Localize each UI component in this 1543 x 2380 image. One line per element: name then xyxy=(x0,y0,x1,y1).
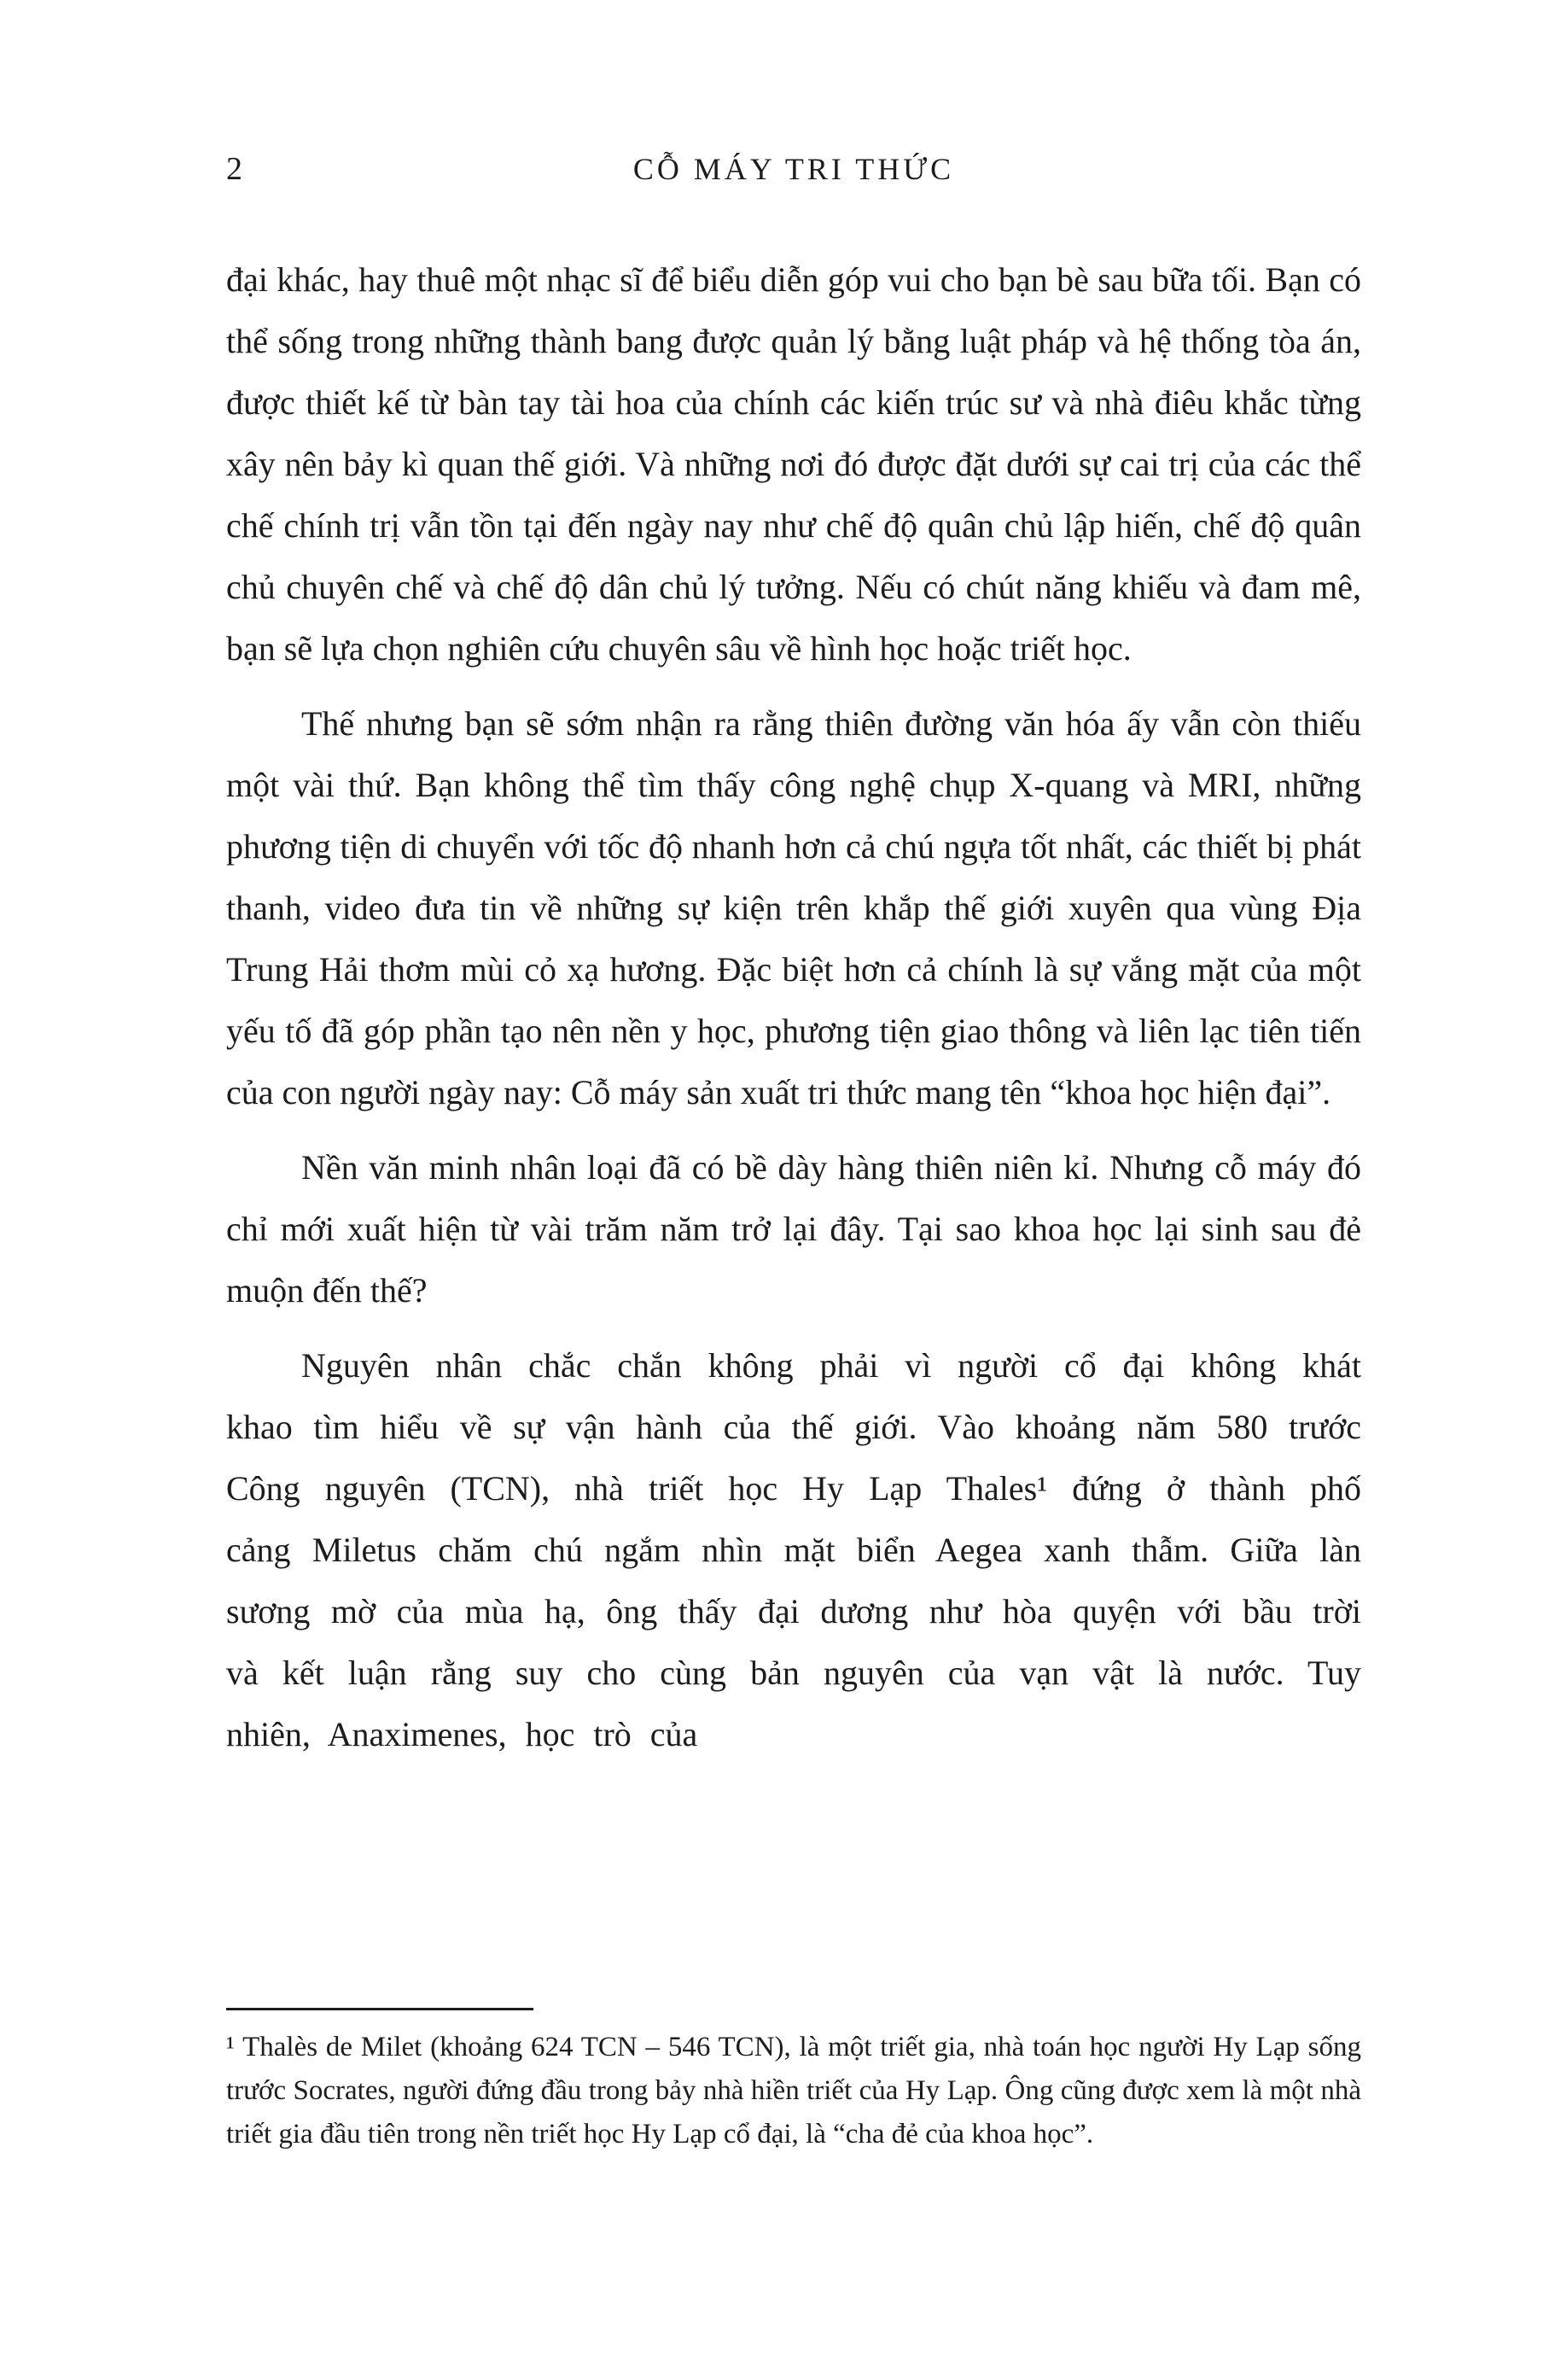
page-number: 2 xyxy=(226,151,242,187)
footnote-text: ¹ Thalès de Milet (khoảng 624 TCN – 546 TCN), là một triết gia, nhà toán học người Hy Lạp sống trước Socrates, người đứng đầu trong bảy nhà hiền triết của Hy Lạp. Ông cũng được xem là một nhà triết gia đầu tiên trong nền triết học Hy Lạp cổ đại, là “cha đẻ của khoa học”. xyxy=(226,2032,1361,2150)
paragraph: Thế nhưng bạn sẽ sớm nhận ra rằng thiên đường văn hóa ấy vẫn còn thiếu một vài thứ. Bạn không thể tìm thấy công nghệ chụp X-quang và MRI, những phương tiện di chuyển với tốc độ nhanh hơn cả chú ngựa tốt nhất, các thiết bị phát thanh, video đưa tin về những sự kiện trên khắp thế giới xuyên qua vùng Địa Trung Hải thơm mùi cỏ xạ hương. Đặc biệt hơn cả chính là sự vắng mặt của một yếu tố đã góp phần tạo nên nền y học, phương tiện giao thông và liên lạc tiên tiến của con người ngày nay: Cỗ máy sản xuất tri thức mang tên “khoa học hiện đại”. xyxy=(226,704,1361,1111)
footnote xyxy=(226,2008,1361,2156)
body-text xyxy=(226,249,1361,1765)
running-head xyxy=(226,143,1361,195)
page-header-title: CỖ MÁY TRI THỨC xyxy=(632,152,955,186)
paragraph: Nguyên nhân chắc chắn không phải vì người cổ đại không khát khao tìm hiểu về sự vận hành của thế giới. Vào khoảng năm 580 trước Công nguyên (TCN), nhà triết học Hy Lạp Thales¹ đứng ở thành phố cảng Miletus chăm chú ngắm nhìn mặt biển Aegea xanh thẫm. Giữa làn sương mờ của mùa hạ, ông thấy đại dương như hòa quyện với bầu trời và kết luận rằng suy cho cùng bản nguyên của vạn vật là nước. Tuy nhiên, Anaximenes, học trò của xyxy=(226,1346,1361,1753)
paragraph: đại khác, hay thuê một nhạc sĩ để biểu diễn góp vui cho bạn bè sau bữa tối. Bạn có thể sống trong những thành bang được quản lý bằng luật pháp và hệ thống tòa án, được thiết kế từ bàn tay tài hoa của chính các kiến trúc sư và nhà điêu khắc từng xây nên bảy kì quan thế giới. Và những nơi đó được đặt dưới sự cai trị của các thể chế chính trị vẫn tồn tại đến ngày nay như chế độ quân chủ lập hiến, chế độ quân chủ chuyên chế và chế độ dân chủ lý tưởng. Nếu có chút năng khiếu và đam mê, bạn sẽ lựa chọn nghiên cứu chuyên sâu về hình học hoặc triết học. xyxy=(226,260,1361,668)
paragraph: Nền văn minh nhân loại đã có bề dày hàng thiên niên kỉ. Nhưng cỗ máy đó chỉ mới xuất hiện từ vài trăm năm trở lại đây. Tại sao khoa học lại sinh sau đẻ muộn đến thế? xyxy=(226,1148,1361,1310)
footnote-rule xyxy=(226,2008,533,2010)
